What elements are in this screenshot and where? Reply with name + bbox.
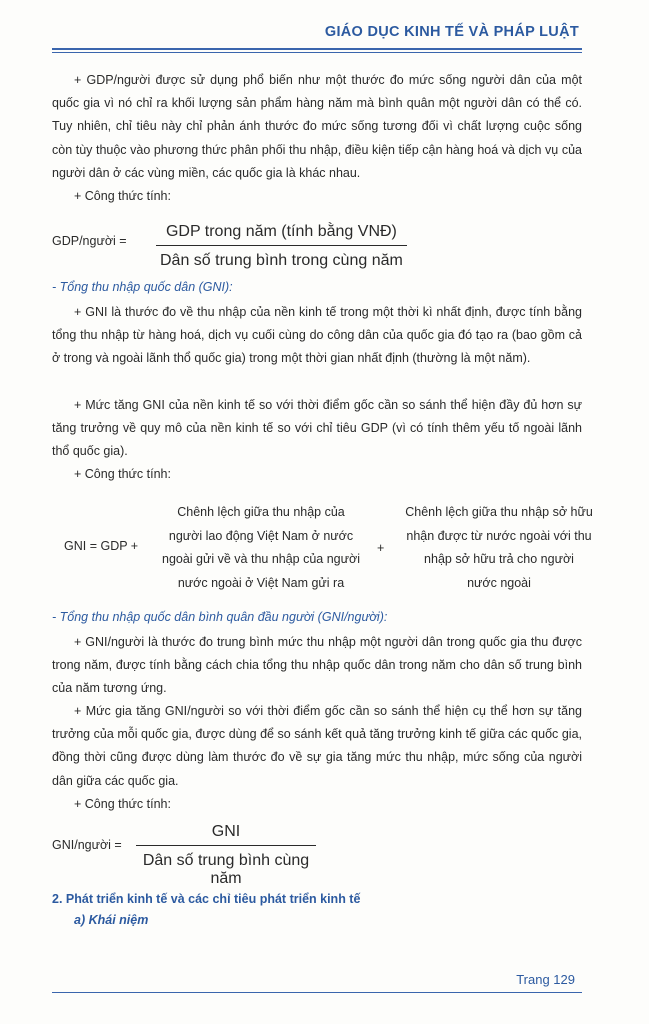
formula-gni-term-1 xyxy=(150,501,372,595)
formula-gni-pc-denominator: Dân số trung bình cùng năm xyxy=(142,852,310,887)
formula-gni-pc-fraction xyxy=(136,823,316,888)
term-2-line-1: Chênh lệch giữa thu nhập sở hữu xyxy=(405,505,593,519)
term-1-line-1: Chênh lệch giữa thu nhập của xyxy=(177,505,345,519)
formula-label-3: + Công thức tính: xyxy=(74,797,171,811)
header-rule xyxy=(52,48,582,53)
formula-gni-plus: + xyxy=(377,541,385,555)
formula-label-2: + Công thức tính: xyxy=(74,467,171,481)
formula-gdp-fraction xyxy=(156,223,407,270)
term-1-line-2: người lao động Việt Nam ở nước xyxy=(168,528,354,543)
term-1-line-3: ngoài gửi về và thu nhập của người xyxy=(162,552,360,566)
formula-gdp-numerator: GDP trong năm (tính bằng VNĐ) xyxy=(165,223,397,240)
formula-gni-term-2 xyxy=(390,501,608,595)
page-number: Trang 129 xyxy=(516,972,575,987)
subheading-gni-per-capita: - Tổng thu nhập quốc dân bình quân đầu người (GNI/người): xyxy=(52,610,388,624)
paragraph-gdp-per-capita: + GDP/người được sử dụng phổ biến như một thước đo mức sống người dân của một quốc gia vì nó chỉ ra khối lượng sản phẩm hàng năm mà bình quân một người dân có thể có. Tuy nhiên, chỉ tiêu này chỉ phản ánh thước đo mức sống tương đối vì chất lượng cuộc sống còn tùy thuộc vào phương thức phân phối thu nhập, điều kiện tiếp cận hàng hoá và dịch vụ của người dân ở các vùng miền, các quốc gia là khác nhau. xyxy=(52,73,582,180)
formula-gni-lhs: GNI = GDP + xyxy=(64,539,139,553)
formula-gdp-denominator: Dân số trung bình trong cùng năm xyxy=(160,252,403,269)
paragraph-gni-definition: + GNI là thước đo về thu nhập của nền kinh tế trong một thời kì nhất định, được tính bằng tổng thu nhập từ hàng hoá, dịch vụ cuối cùng do công dân của quốc gia đó tạo ra (bao gồm cả ở trong và ngoài lãnh thổ quốc gia) trong một thời gian nhất định (thường là một năm). xyxy=(52,305,582,366)
subheading-gni: - Tổng thu nhập quốc dân (GNI): xyxy=(52,280,233,294)
term-2-line-2: nhận được từ nước ngoài với thu xyxy=(406,528,592,543)
formula-label-1: + Công thức tính: xyxy=(74,189,171,203)
term-2-line-3: nhập sở hữu trả cho người xyxy=(424,552,574,566)
paragraph-gni-per-capita-growth: + Mức gia tăng GNI/người so với thời điểm gốc cần so sánh thể hiện cụ thể hơn sự tăng trưởng của mỗi quốc gia, được dùng để so sánh kết quả tăng trưởng kinh tế giữa các quốc gia, đồng thời cũng được dùng làm thước đo về sự gia tăng mức thu nhập, mức sống của người dân giữa các quốc gia. xyxy=(52,704,582,788)
term-1-line-4: nước ngoài ở Việt Nam gửi ra xyxy=(177,575,345,590)
formula-gni-pc-lhs: GNI/người = xyxy=(52,838,122,852)
section-subheading: a) Khái niệm xyxy=(74,913,149,927)
section-heading: 2. Phát triển kinh tế và các chỉ tiêu phát triển kinh tế xyxy=(52,892,361,906)
footer-rule xyxy=(52,992,582,993)
formula-gdp-lhs: GDP/người = xyxy=(52,234,127,248)
paragraph-gni-growth: + Mức tăng GNI của nền kinh tế so với thời điểm gốc cần so sánh thể hiện đầy đủ hơn sự tăng trưởng về quy mô của nền kinh tế so với chỉ tiêu GDP (vì có tính thêm yếu tố ngoài lãnh thổ quốc gia). xyxy=(52,398,582,459)
paragraph-gni-per-capita: + GNI/người là thước đo trung bình mức thu nhập một người dân trong quốc gia thu được trong năm, được tính bằng cách chia tổng thu nhập quốc dân trong năm cho dân số trung bình của năm tương ứng. xyxy=(52,635,582,696)
term-2-line-4: nước ngoài xyxy=(467,575,531,590)
running-header-title: GIÁO DỤC KINH TẾ VÀ PHÁP LUẬT xyxy=(324,24,579,40)
formula-gni-pc-numerator: GNI xyxy=(211,823,241,840)
